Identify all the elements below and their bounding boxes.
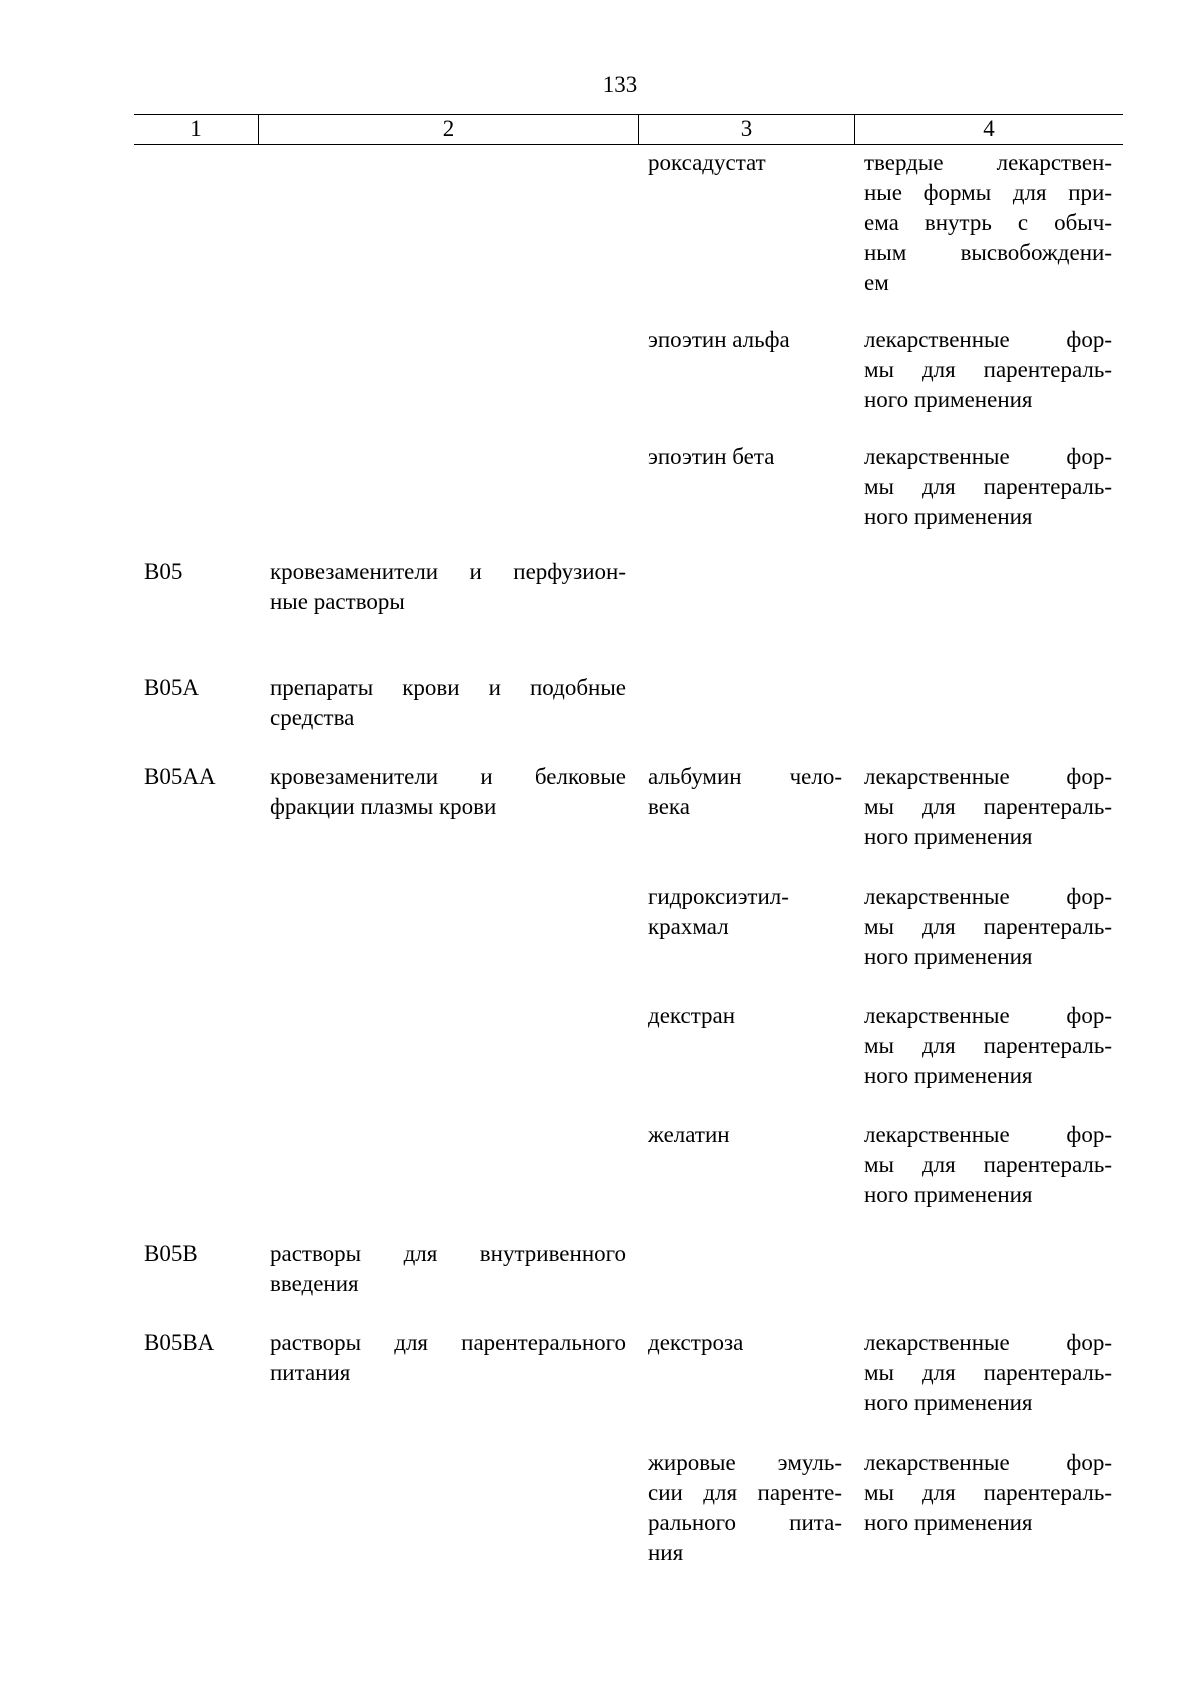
code-cell: B05BA (144, 1330, 215, 1355)
dosage-form-cell (864, 1448, 1112, 1538)
cell-line: лекарственные фор- (864, 1003, 1112, 1028)
cell-line: сии для паренте- (648, 1480, 842, 1505)
cell-line: ем (864, 270, 889, 295)
cell-line: растворы для внутривенного (270, 1241, 626, 1266)
drug-name-cell (648, 325, 842, 355)
code-cell: B05AA (144, 764, 216, 789)
cell-line: века (648, 794, 690, 819)
column-header-3: 3 (638, 115, 854, 144)
cell-line: растворы для парентерального (270, 1330, 626, 1355)
dosage-form-cell (864, 325, 1112, 415)
group-name-cell (270, 673, 626, 733)
cell-line: гидроксиэтил- (648, 884, 789, 909)
cell-line: ема внутрь с обыч- (864, 210, 1112, 235)
cell-line: ного применения (864, 1182, 1033, 1207)
drug-name-cell (648, 1120, 842, 1150)
drug-name-cell (648, 148, 842, 178)
cell-line: ного применения (864, 1063, 1033, 1088)
cell-line: рального пита- (648, 1510, 842, 1535)
cell-line: декстран (648, 1003, 736, 1028)
cell-line: декстроза (648, 1330, 744, 1355)
cell-line: препараты крови и подобные (270, 675, 626, 700)
cell-line: ного применения (864, 824, 1033, 849)
cell-line: лекарственные фор- (864, 327, 1112, 352)
cell-line: мы для парентераль- (864, 1360, 1112, 1385)
group-name-cell (270, 557, 626, 617)
cell-line: ного применения (864, 1510, 1033, 1535)
cell-line: кровезаменители и белковые (270, 764, 626, 789)
cell-line: введения (270, 1271, 359, 1296)
cell-line: альбумин чело- (648, 764, 842, 789)
cell-line: мы для парентераль- (864, 794, 1112, 819)
cell-line: ния (648, 1540, 684, 1565)
drug-name-cell (648, 1001, 842, 1031)
dosage-form-cell (864, 148, 1112, 298)
cell-line: ного применения (864, 387, 1033, 412)
cell-line: мы для парентераль- (864, 1480, 1112, 1505)
column-header-1: 1 (190, 116, 202, 141)
drug-name-cell (648, 442, 842, 472)
cell-line: лекарственные фор- (864, 1330, 1112, 1355)
group-name-cell (270, 1328, 626, 1388)
code-cell: B05B (144, 1241, 198, 1266)
cell-line: средства (270, 705, 355, 730)
cell-line: лекарственные фор- (864, 764, 1112, 789)
cell-line: питания (270, 1360, 351, 1385)
cell-line: жировые эмуль- (648, 1450, 842, 1475)
cell-line: мы для парентераль- (864, 914, 1112, 939)
cell-line: ного применения (864, 944, 1033, 969)
cell-line: твердые лекарствен- (864, 150, 1112, 175)
group-name-cell (270, 762, 626, 822)
cell-line: роксадустат (648, 150, 766, 175)
code-cell: B05 (144, 559, 183, 584)
cell-line: лекарственные фор- (864, 444, 1112, 469)
cell-line: ным высвобождени- (864, 240, 1112, 265)
dosage-form-cell (864, 442, 1112, 532)
cell-line: ные формы для при- (864, 180, 1112, 205)
cell-line: желатин (648, 1122, 730, 1147)
drug-name-cell (648, 762, 842, 822)
cell-line: эпоэтин альфа (648, 327, 790, 352)
column-header-4: 4 (854, 115, 1123, 144)
dosage-form-cell (864, 762, 1112, 852)
group-name-cell (270, 1239, 626, 1299)
drug-name-cell (648, 882, 842, 942)
cell-line: лекарственные фор- (864, 884, 1112, 909)
cell-line: мы для парентераль- (864, 474, 1112, 499)
cell-line: ного применения (864, 1390, 1033, 1415)
cell-line: мы для парентераль- (864, 1033, 1112, 1058)
table-header (134, 114, 1123, 145)
dosage-form-cell (864, 1001, 1112, 1091)
cell-line: ного применения (864, 504, 1033, 529)
drug-name-cell (648, 1328, 842, 1358)
cell-line: лекарственные фор- (864, 1450, 1112, 1475)
dosage-form-cell (864, 1328, 1112, 1418)
cell-line: ные растворы (270, 589, 405, 614)
column-header-2: 2 (258, 115, 638, 144)
cell-line: мы для парентераль- (864, 357, 1112, 382)
cell-line: кровезаменители и перфузион- (270, 559, 626, 584)
cell-line: мы для парентераль- (864, 1152, 1112, 1177)
dosage-form-cell (864, 1120, 1112, 1210)
code-cell: B05A (144, 675, 199, 700)
cell-line: крахмал (648, 914, 729, 939)
dosage-form-cell (864, 882, 1112, 972)
cell-line: фракции плазмы крови (270, 794, 497, 819)
drug-name-cell (648, 1448, 842, 1568)
page-number: 133 (602, 72, 638, 97)
cell-line: эпоэтин бета (648, 444, 775, 469)
cell-line: лекарственные фор- (864, 1122, 1112, 1147)
